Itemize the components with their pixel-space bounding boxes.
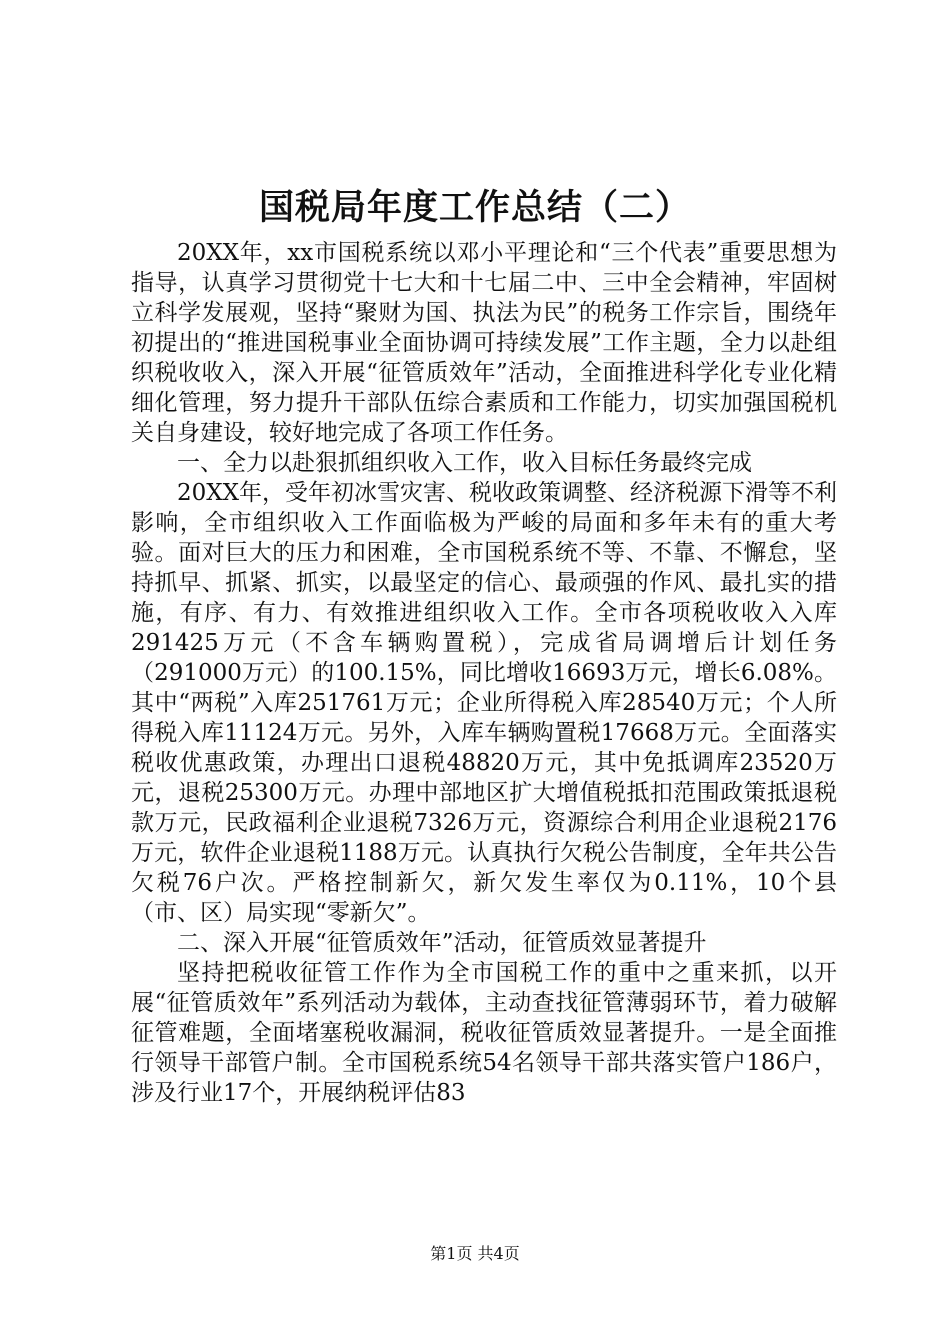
section-1-paragraph: 20XX年，受年初冰雪灾害、税收政策调整、经济税源下滑等不利影响，全市组织收入工作面临极为严峻的局面和多年未有的重大考验。面对巨大的压力和困难，全市国税系统不等、不靠、不懈怠，坚持抓早、抓紧、抓实，以最坚定的信心、最顽强的作风、最扎实的措施，有序、有力、有效推进组织收入工作。全市各项税收收入入库291425万元（不含车辆购置税），完成省局调增后计划任务（291000万元）的100.15%，同比增收16693万元，增长6.08%。其中“两税”入库251761万元；企业所得税入库28540万元；个人所得税入库11124万元。另外，入库车辆购置税17668万元。全面落实税收优惠政策，办理出口退税48820万元，其中免抵调库23520万元，退税25300万元。办理中部地区扩大增值税抵扣范围政策抵退税款万元，民政福利企业退税7326万元，资源综合利用企业退税2176万元，软件企业退税1188万元。认真执行欠税公告制度，全年共公告欠税76户次。严格控制新欠，新欠发生率仅为0.11%，10个县（市、区）局实现“零新欠”。 (131, 480, 838, 926)
section-heading-2: 二、深入开展“征管质效年”活动，征管质效显著提升 (177, 930, 707, 956)
document-title: 国税局年度工作总结（二） (258, 187, 691, 228)
section-heading-1: 一、全力以赴狠抓组织收入工作，收入目标任务最终完成 (177, 450, 752, 476)
section-2-paragraph: 坚持把税收征管工作作为全市国税工作的重中之重来抓，以开展“征管质效年”系列活动为载体，主动查找征管薄弱环节，着力破解征管难题，全面堵塞税收漏洞，税收征管质效显著提升。一是全面推行领导干部管户制。全市国税系统54名领导干部共落实管户186户，涉及行业17个，开展纳税评估83 (131, 960, 837, 1106)
page-footer: 第1页 共4页 (430, 1244, 520, 1263)
intro-paragraph: 20XX年，xx市国税系统以邓小平理论和“三个代表”重要思想为指导，认真学习贯彻党十七大和十七届二中、三中全会精神，牢固树立科学发展观，坚持“聚财为国、执法为民”的税务工作宗旨，围绕年初提出的“推进国税事业全面协调可持续发展”工作主题，全力以赴组织税收收入，深入开展“征管质效年”活动，全面推进科学化专业化精细化管理，努力提升干部队伍综合素质和工作能力，切实加强国税机关自身建设，较好地完成了各项工作任务。 (131, 240, 837, 446)
document-body (131, 238, 837, 1108)
